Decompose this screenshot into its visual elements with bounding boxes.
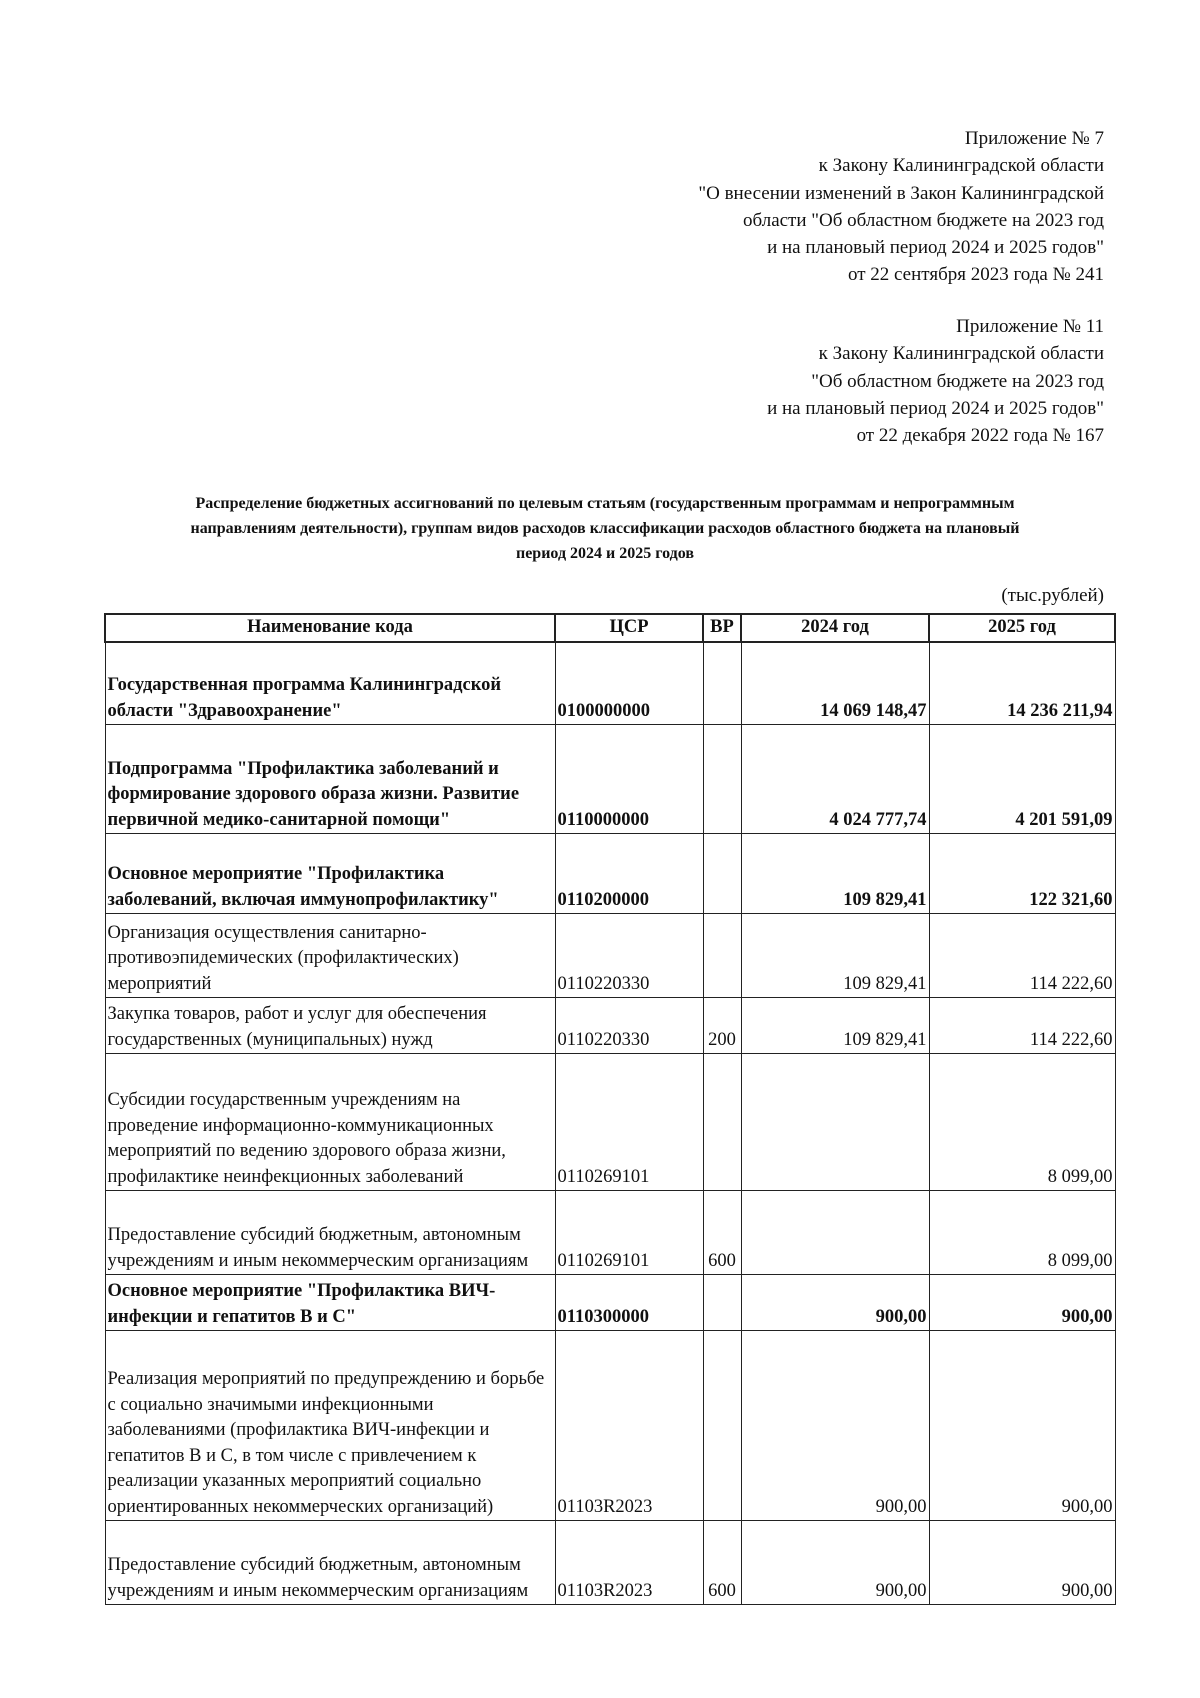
row-name: Закупка товаров, работ и услуг для обеспечения государственных (муниципальных) нужд	[105, 998, 555, 1054]
row-name: Реализация мероприятий по предупреждению и борьбе с социально значимыми инфекционными заболеваниями (профилактика ВИЧ-инфекции и гепатитов В и С, в том числе с привлечением к реализации указанных мероприятий социально ориентированных некоммерческих организаций)	[105, 1331, 555, 1521]
row-csr: 01103R2023	[555, 1331, 703, 1521]
table-row	[105, 1054, 1115, 1191]
row-name: Предоставление субсидий бюджетным, автономным учреждениям и иным некоммерческим организациям	[105, 1191, 555, 1275]
row-vr: 600	[703, 1191, 741, 1275]
title-line: период 2024 и 2025 годов	[515, 545, 695, 562]
row-2025: 114 222,60	[929, 998, 1115, 1054]
table-row	[105, 1331, 1115, 1521]
row-name: Организация осуществления санитарно-противоэпидемических (профилактических) мероприятий	[105, 914, 555, 998]
row-2024: 14 069 148,47	[741, 642, 929, 725]
row-2025: 8 099,00	[929, 1191, 1115, 1275]
row-csr: 0110300000	[555, 1275, 703, 1331]
row-2024: 4 024 777,74	[741, 725, 929, 834]
appendix-11-header	[767, 313, 1104, 449]
row-2024: 109 829,41	[741, 834, 929, 914]
row-csr: 0110220330	[555, 998, 703, 1054]
row-2024: 109 829,41	[741, 914, 929, 998]
row-csr: 0110220330	[555, 914, 703, 998]
row-vr	[703, 642, 741, 725]
table-row	[105, 998, 1115, 1054]
row-csr: 0110269101	[555, 1054, 703, 1191]
row-vr	[703, 834, 741, 914]
row-vr	[703, 1275, 741, 1331]
header-line: "О внесении изменений в Закон Калининградской	[698, 182, 1104, 204]
row-csr: 0110269101	[555, 1191, 703, 1275]
header-line: Приложение № 11	[956, 316, 1104, 337]
row-2025: 900,00	[929, 1275, 1115, 1331]
row-2025: 8 099,00	[929, 1054, 1115, 1191]
row-vr	[703, 725, 741, 834]
table-row	[105, 1191, 1115, 1275]
header-line: от 22 декабря 2022 года № 167	[856, 425, 1104, 447]
header-line: к Закону Калининградской области	[818, 343, 1104, 365]
row-2024	[741, 1054, 929, 1191]
row-2024	[741, 1191, 929, 1275]
row-vr	[703, 914, 741, 998]
row-vr	[703, 1054, 741, 1191]
row-2025: 900,00	[929, 1331, 1115, 1521]
col-header-2025: 2025 год	[929, 614, 1115, 642]
title-line: направлениям деятельности), группам видов расходов классификации расходов областного бюджета на плановый	[190, 520, 1020, 537]
row-2025: 900,00	[929, 1521, 1115, 1605]
row-name: Предоставление субсидий бюджетным, автономным учреждениям и иным некоммерческим организациям	[105, 1521, 555, 1605]
row-2025: 114 222,60	[929, 914, 1115, 998]
row-csr: 0110000000	[555, 725, 703, 834]
col-header-2024: 2024 год	[741, 614, 929, 642]
table-row	[105, 725, 1115, 834]
row-name: Основное мероприятие "Профилактика ВИЧ-инфекции и гепатитов В и С"	[105, 1275, 555, 1331]
table-row	[105, 1521, 1115, 1605]
table-row	[105, 834, 1115, 914]
title-line: Распределение бюджетных ассигнований по целевым статьям (государственным программам и непрограммным	[195, 495, 1015, 512]
row-2024: 900,00	[741, 1275, 929, 1331]
document-title	[110, 491, 1100, 566]
row-vr: 600	[703, 1521, 741, 1605]
budget-table	[104, 613, 1116, 1605]
row-2024: 109 829,41	[741, 998, 929, 1054]
row-vr	[703, 1331, 741, 1521]
col-header-csr: ЦСР	[555, 614, 703, 642]
row-2025: 4 201 591,09	[929, 725, 1115, 834]
row-csr: 0100000000	[555, 642, 703, 725]
appendix-7-header	[698, 125, 1104, 289]
table-row	[105, 914, 1115, 998]
row-csr: 0110200000	[555, 834, 703, 914]
col-header-name: Наименование кода	[105, 614, 555, 642]
table-row	[105, 1275, 1115, 1331]
header-line: к Закону Калининградской области	[818, 155, 1104, 177]
row-name: Основное мероприятие "Профилактика заболеваний, включая иммунопрофилактику"	[105, 834, 555, 914]
header-line: области "Об областном бюджете на 2023 год	[743, 209, 1104, 231]
header-line: "Об областном бюджете на 2023 год	[811, 370, 1104, 392]
row-2025: 14 236 211,94	[929, 642, 1115, 725]
table-header-row	[105, 614, 1115, 642]
header-line: от 22 сентября 2023 года № 241	[847, 264, 1104, 286]
row-2024: 900,00	[741, 1331, 929, 1521]
row-csr: 01103R2023	[555, 1521, 703, 1605]
header-line: и на плановый период 2024 и 2025 годов"	[767, 237, 1104, 259]
table-row	[105, 642, 1115, 725]
row-2025: 122 321,60	[929, 834, 1115, 914]
row-name: Субсидии государственным учреждениям на проведение информационно-коммуникационных мероприятий по ведению здорового образа жизни, профилактике неинфекционных заболеваний	[105, 1054, 555, 1191]
row-name: Подпрограмма "Профилактика заболеваний и формирование здорового образа жизни. Развитие первичной медико-санитарной помощи"	[105, 725, 555, 834]
header-line: Приложение № 7	[964, 128, 1104, 149]
header-line: и на плановый период 2024 и 2025 годов"	[767, 397, 1104, 419]
units-label: (тыс.рублей)	[1001, 585, 1104, 606]
col-header-vr: ВР	[703, 614, 741, 642]
row-name: Государственная программа Калининградской области "Здравоохранение"	[105, 642, 555, 725]
row-vr: 200	[703, 998, 741, 1054]
row-2024: 900,00	[741, 1521, 929, 1605]
